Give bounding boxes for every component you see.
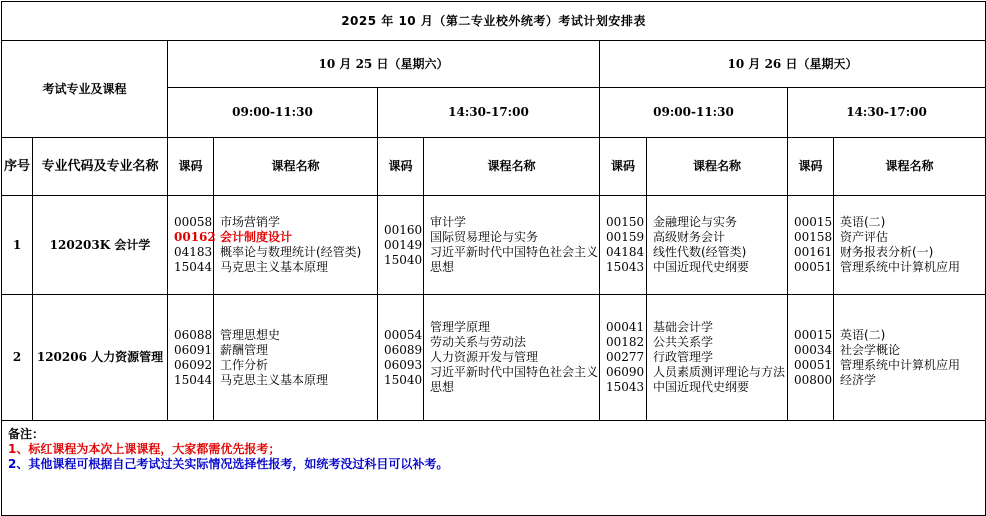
- day1-am-slot: 09:00-11:30: [168, 88, 378, 138]
- course-names-cell: [424, 295, 600, 421]
- course-name-highlighted: 会计制度设计: [220, 230, 293, 244]
- course-name: 资产评估: [840, 230, 889, 244]
- table-row: [2, 295, 986, 421]
- course-code: 00800: [794, 372, 833, 387]
- course-name: 国际贸易理论与实务: [430, 230, 539, 244]
- course-code: 00054: [384, 327, 423, 342]
- course-codes-cell: [378, 295, 424, 421]
- day1-pm-slot: 14:30-17:00: [378, 88, 600, 138]
- row-seq: 1: [2, 196, 33, 295]
- course-name: 马克思主义基本原理: [220, 372, 329, 387]
- course-code: 00161: [794, 245, 833, 259]
- course-code-header: 课码: [168, 138, 214, 196]
- course-name-header: 课程名称: [834, 138, 986, 196]
- course-code: 04184: [606, 245, 645, 259]
- notes-section: [2, 421, 986, 516]
- exam-major-course-header: 考试专业及课程: [2, 41, 168, 138]
- course-code: 15040: [384, 252, 423, 267]
- course-code: 00159: [606, 230, 645, 244]
- course-name: 管理系统中计算机应用: [840, 260, 961, 274]
- course-name: 人力资源开发与管理: [430, 350, 539, 364]
- exam-schedule-table: [1, 1, 986, 516]
- course-codes-cell: [168, 295, 214, 421]
- course-code-highlighted: 00162: [174, 230, 216, 244]
- course-names-cell: [834, 295, 986, 421]
- course-name: 劳动关系与劳动法: [430, 335, 527, 349]
- course-name: 管理思想史: [220, 327, 281, 342]
- course-names-cell: [647, 295, 788, 421]
- course-code: 00149: [384, 237, 423, 252]
- row-seq: 2: [2, 295, 33, 421]
- course-codes-cell: [378, 196, 424, 295]
- course-names-cell: [834, 196, 986, 295]
- course-name: 马克思主义基本原理: [220, 260, 329, 274]
- course-name: 财务报表分析(一): [840, 245, 934, 259]
- course-name: 市场营销学: [220, 215, 281, 229]
- course-code-header: 课码: [600, 138, 647, 196]
- major-code-name-header: 专业代码及专业名称: [33, 138, 168, 196]
- course-code: 04183: [174, 245, 213, 259]
- course-name: 审计学: [430, 215, 467, 229]
- course-code: 06091: [174, 342, 213, 357]
- course-name-header: 课程名称: [214, 138, 378, 196]
- course-name: 英语(二): [840, 215, 886, 229]
- course-name: 中国近现代史纲要: [653, 260, 750, 274]
- note-line-2: 2、其他课程可根据自己考试过关实际情况选择性报考，如统考没过科目可以补考。: [8, 457, 449, 471]
- course-name-header: 课程名称: [424, 138, 600, 196]
- course-code: 00160: [384, 222, 423, 237]
- day2-pm-slot: 14:30-17:00: [788, 88, 986, 138]
- day1-header: 10 月 25 日（星期六）: [168, 41, 600, 88]
- course-code: 00015: [794, 327, 833, 342]
- course-name: 薪酬管理: [220, 342, 269, 357]
- course-code: 06090: [606, 365, 645, 379]
- course-code: 15040: [384, 372, 423, 387]
- day2-header: 10 月 26 日（星期天）: [600, 41, 986, 88]
- course-code: 00058: [174, 215, 213, 229]
- course-code: 15043: [606, 380, 645, 394]
- note-line-1: 1、标红课程为本次上课课程，大家都需优先报考；: [8, 442, 281, 456]
- course-name: 管理学原理: [430, 320, 491, 334]
- course-codes-cell: [600, 196, 647, 295]
- course-name: 线性代数(经管类): [653, 245, 747, 259]
- course-names-cell: [647, 196, 788, 295]
- course-codes-cell: [600, 295, 647, 421]
- course-name: 社会学概论: [840, 342, 901, 357]
- course-name: 高级财务会计: [653, 230, 726, 244]
- course-name-header: 课程名称: [647, 138, 788, 196]
- course-codes-cell: [788, 295, 834, 421]
- course-code: 06089: [384, 342, 423, 357]
- course-name: 概率论与数理统计(经管类): [220, 245, 362, 259]
- course-name: 行政管理学: [653, 350, 714, 364]
- course-names-cell: [214, 196, 378, 295]
- course-code: 15044: [174, 372, 213, 387]
- course-names-cell: [424, 196, 600, 295]
- course-name: 习近平新时代中国特色社会主义思想: [430, 365, 599, 394]
- course-code: 00034: [794, 342, 833, 357]
- course-name: 金融理论与实务: [653, 215, 738, 229]
- course-name: 中国近现代史纲要: [653, 380, 750, 394]
- course-code: 00277: [606, 350, 645, 364]
- course-names-cell: [214, 295, 378, 421]
- course-codes-cell: [788, 196, 834, 295]
- course-codes-cell: [168, 196, 214, 295]
- course-code: 06093: [384, 357, 423, 372]
- course-code: 15043: [606, 260, 645, 274]
- row-major: 120203K 会计学: [33, 196, 168, 295]
- seq-header: 序号: [2, 138, 33, 196]
- course-code-header: 课码: [378, 138, 424, 196]
- course-code: 00041: [606, 320, 645, 334]
- course-code-header: 课码: [788, 138, 834, 196]
- course-code: 15044: [174, 260, 213, 274]
- course-code: 00150: [606, 215, 645, 229]
- course-code: 00158: [794, 230, 833, 244]
- course-name: 基础会计学: [653, 320, 714, 334]
- course-name: 人员素质测评理论与方法: [653, 365, 786, 379]
- page-title: 2025 年 10 月（第二专业校外统考）考试计划安排表: [2, 2, 986, 41]
- notes-label: 备注：: [8, 427, 45, 441]
- course-code: 00051: [794, 260, 833, 274]
- course-name: 英语(二): [840, 327, 886, 342]
- course-code: 00051: [794, 357, 833, 372]
- course-name: 公共关系学: [653, 335, 714, 349]
- course-name: 习近平新时代中国特色社会主义思想: [430, 245, 599, 274]
- course-name: 工作分析: [220, 357, 269, 372]
- course-name: 管理系统中计算机应用: [840, 357, 961, 372]
- course-code: 00182: [606, 335, 645, 349]
- table-row: [2, 196, 986, 295]
- course-code: 06088: [174, 327, 213, 342]
- course-code: 06092: [174, 357, 213, 372]
- course-name: 经济学: [840, 372, 877, 387]
- course-code: 00015: [794, 215, 833, 229]
- row-major: 120206 人力资源管理: [33, 295, 168, 421]
- day2-am-slot: 09:00-11:30: [600, 88, 788, 138]
